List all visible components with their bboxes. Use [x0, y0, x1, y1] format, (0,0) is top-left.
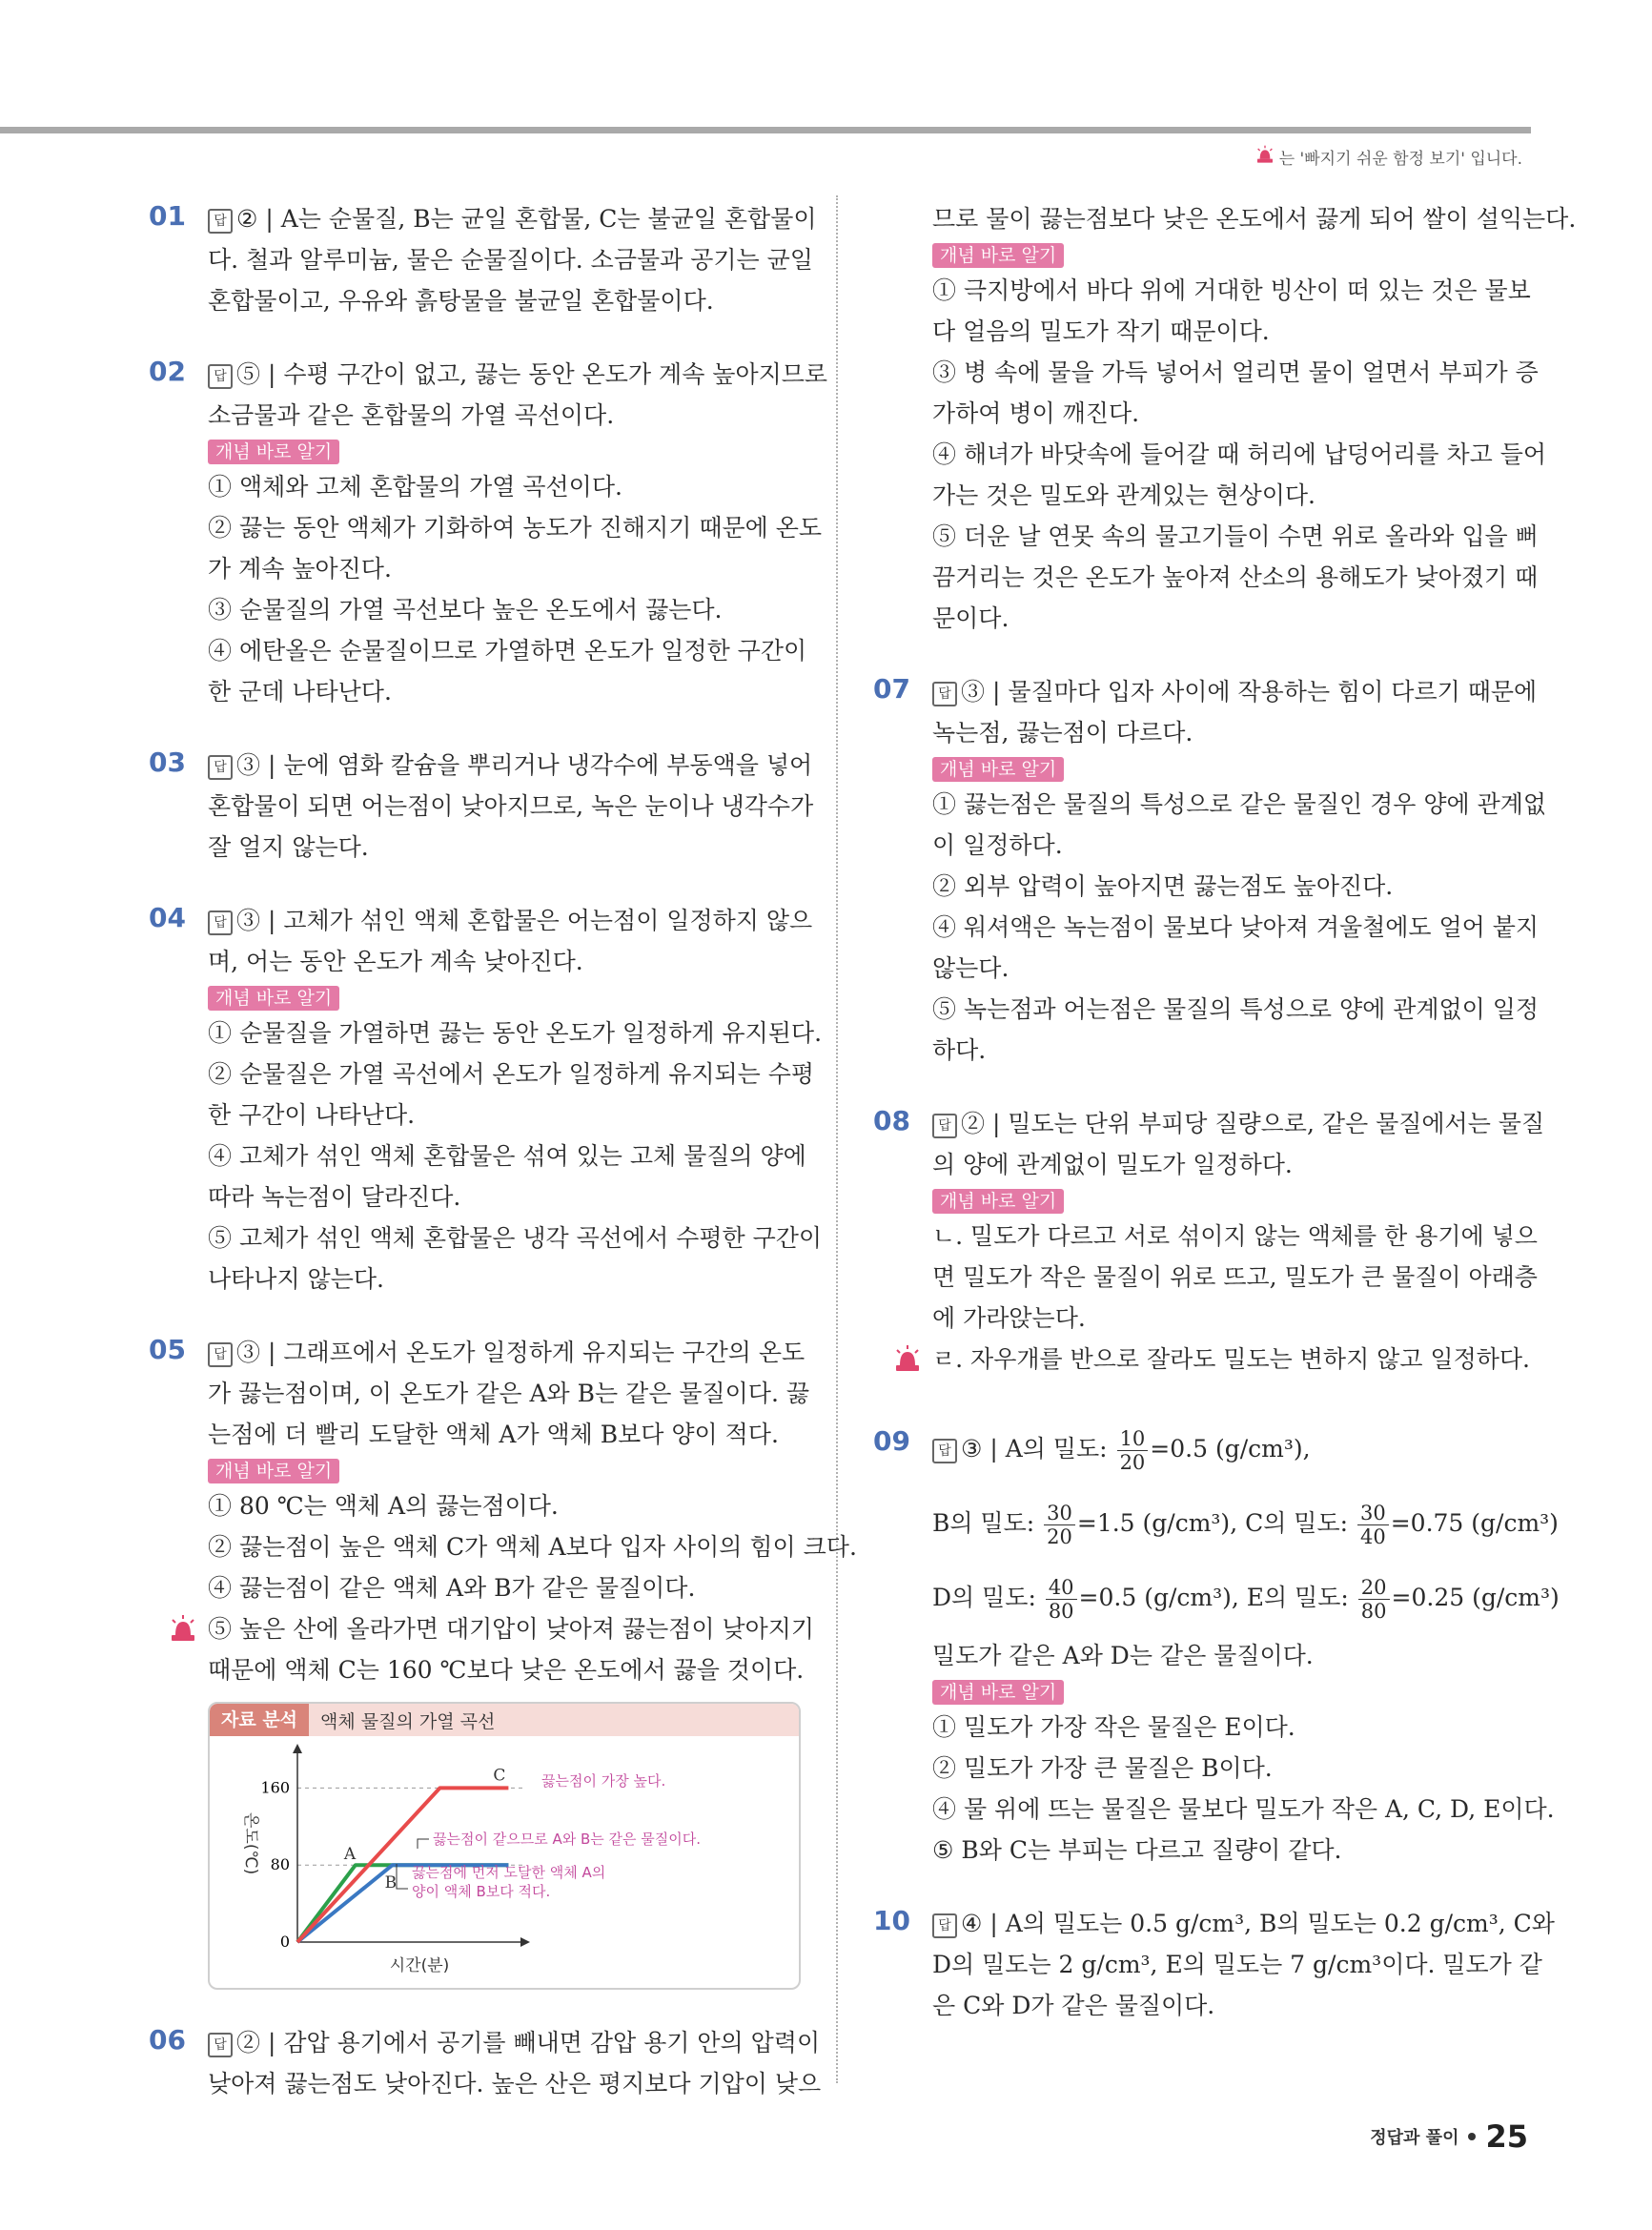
series-label-c: C: [493, 1766, 506, 1786]
concept-text: ④ 끓는점이 같은 액체 A와 B가 같은 물질이다.: [208, 1574, 696, 1602]
analysis-tag: 자료 분석: [210, 1704, 309, 1736]
left-column: [149, 198, 857, 2137]
question-number: 03: [149, 747, 186, 778]
annotation-b-line1: 끓는점에 먼저 도달한 액체 A의: [412, 1864, 606, 1881]
denominator: 80: [1048, 1600, 1074, 1623]
concept-badge: 개념 바로 알기: [208, 440, 339, 464]
answer-text: ③ | 눈에 염화 칼슘을 뿌리거나 냉각수에 부동액을 넣어: [236, 751, 813, 779]
answer-text: ③ | 그래프에서 온도가 일정하게 유지되는 구간의 온도: [236, 1339, 806, 1366]
y-tick-label: 80: [270, 1855, 290, 1874]
answer-text: 는점에 더 빨리 도달한 액체 A가 액체 B보다 양이 적다.: [208, 1421, 779, 1448]
column-divider: [836, 195, 838, 2083]
annotation-c: 끓는점이 가장 높다.: [541, 1772, 666, 1790]
x-axis-arrow: [520, 1937, 530, 1947]
answer-mark-icon: 답: [932, 682, 957, 706]
fraction: [1044, 1502, 1075, 1548]
question-number: 02: [149, 356, 186, 387]
concept-text: ② 순물질은 가열 곡선에서 온도가 일정하게 유지되는 수평: [208, 1060, 815, 1088]
annotation-b-pointer: [397, 1864, 408, 1889]
equation-text: =0.75 (g/cm³): [1390, 1509, 1559, 1537]
denominator: 80: [1360, 1600, 1387, 1623]
annotation-ab-pointer: [418, 1839, 429, 1849]
concept-text: 가하여 병이 깨진다.: [932, 399, 1140, 427]
trap-text: ㄹ. 자우개를 반으로 잘라도 밀도는 변하지 않고 일정하다.: [932, 1345, 1530, 1373]
equation-text: =0.5 (g/cm³), E의 밀도:: [1078, 1584, 1356, 1611]
answer-text: 혼합물이 되면 어는점이 낮아지므로, 녹은 눈이나 냉각수가: [208, 792, 814, 820]
answer-text: ② | 밀도는 단위 부피당 질량으로, 같은 물질에서는 물질: [961, 1110, 1545, 1137]
y-tick-label: 0: [279, 1933, 290, 1951]
concept-badge: 개념 바로 알기: [932, 757, 1064, 782]
fraction: [1358, 1576, 1390, 1623]
equation-text: =0.25 (g/cm³): [1391, 1584, 1560, 1611]
answer-text: 다. 철과 알루미늄, 물은 순물질이다. 소금물과 공기는 균일: [208, 246, 813, 274]
concept-text: ③ 병 속에 물을 가득 넣어서 얼리면 물이 얼면서 부피가 증: [932, 358, 1539, 386]
numerator: 10: [1117, 1427, 1149, 1451]
concept-text: ④ 워셔액은 녹는점이 물보다 낮아져 겨울철에도 얼어 붙지: [932, 913, 1540, 941]
answer-text: D의 밀도는 2 g/cm³, E의 밀도는 7 g/cm³이다. 밀도가 같: [932, 1951, 1542, 1978]
trap-text: ⑤ 높은 산에 올라가면 대기압이 낮아져 끓는점이 낮아지기: [208, 1615, 815, 1643]
answer-text: 녹는점, 끓는점이 다르다.: [932, 719, 1193, 747]
question-05: [149, 1332, 857, 1990]
concept-text: 가는 것은 밀도와 관계있는 현상이다.: [932, 481, 1315, 509]
denominator: 40: [1359, 1525, 1386, 1548]
alarm-icon: [892, 1344, 923, 1373]
question-04: [149, 900, 823, 1299]
answer-text: ③ | 고체가 섞인 액체 혼합물은 어는점이 일정하지 않으: [236, 907, 813, 934]
question-08: [873, 1103, 1545, 1380]
concept-text: 하다.: [932, 1036, 987, 1064]
page-footer: [1370, 2118, 1528, 2155]
y-tick-label: 160: [260, 1778, 290, 1797]
concept-text: 따라 녹는점이 달라진다.: [208, 1183, 461, 1211]
analysis-box: [208, 1702, 801, 1990]
concept-text: ③ 순물질의 가열 곡선보다 높은 온도에서 끓는다.: [208, 596, 723, 624]
trap-legend-text: 는 '빠지기 쉬운 함정 보기' 입니다.: [1278, 150, 1522, 169]
fraction: [1117, 1427, 1149, 1474]
trap-legend: [1254, 145, 1522, 169]
answer-text: ② | 감압 용기에서 공기를 빼내면 감압 용기 안의 압력이: [236, 2029, 821, 2056]
answer-text: 잘 얼지 않는다.: [208, 833, 369, 861]
y-axis-arrow: [293, 1744, 302, 1753]
equation-text: =0.5 (g/cm³),: [1150, 1435, 1311, 1463]
numerator: 40: [1046, 1576, 1077, 1600]
answer-mark-icon: 답: [208, 1342, 233, 1367]
concept-text: ⑤ 더운 날 연못 속의 물고기들이 수면 위로 올라와 입을 뻐: [932, 522, 1539, 550]
question-number: 10: [873, 1905, 910, 1936]
answer-text: 밀도가 같은 A와 D는 같은 물질이다.: [932, 1642, 1314, 1669]
concept-text: ① 끓는점은 물질의 특성으로 같은 물질인 경우 양에 관계없: [932, 790, 1547, 818]
concept-text: ② 끓는 동안 액체가 기화하여 농도가 진해지기 때문에 온도: [208, 514, 823, 542]
answer-text: 혼합물이고, 우유와 흙탕물을 불균일 혼합물이다.: [208, 287, 714, 315]
denominator: 20: [1119, 1451, 1146, 1474]
concept-text: 다 얼음의 밀도가 작기 때문이다.: [932, 317, 1270, 345]
top-rule: [0, 127, 1531, 133]
concept-text: 이 일정하다.: [932, 831, 1063, 859]
concept-badge: 개념 바로 알기: [208, 986, 339, 1011]
concept-text: 문이다.: [932, 604, 1010, 632]
equation-text: ③ | A의 밀도:: [961, 1435, 1115, 1463]
page-number: 25: [1485, 2118, 1528, 2155]
answer-mark-icon: 답: [932, 1114, 957, 1138]
concept-badge: 개념 바로 알기: [932, 1189, 1064, 1214]
heating-curve-chart: [210, 1736, 799, 1986]
concept-text: ⑤ 고체가 섞인 액체 혼합물은 냉각 곡선에서 수평한 구간이: [208, 1224, 823, 1252]
numerator: 30: [1357, 1502, 1389, 1525]
concept-text: ① 순물질을 가열하면 끓는 동안 온도가 일정하게 유지된다.: [208, 1019, 823, 1047]
answer-text: ③ | 물질마다 입자 사이에 작용하는 힘이 다르기 때문에: [961, 678, 1538, 706]
concept-text: ① 극지방에서 바다 위에 거대한 빙산이 떠 있는 것은 물보: [932, 276, 1531, 304]
concept-text: ④ 해녀가 바닷속에 들어갈 때 허리에 납덩어리를 차고 들어: [932, 440, 1547, 468]
answer-text: ② | A는 순물질, B는 균일 혼합물, C는 불균일 혼합물이: [236, 205, 817, 233]
question-06: [149, 2022, 822, 2104]
concept-text: 나타나지 않는다.: [208, 1265, 384, 1293]
answer-text: 의 양에 관계없이 밀도가 일정하다.: [932, 1151, 1293, 1178]
series-label-a: A: [343, 1845, 357, 1865]
annotation-ab: 끓는점이 같으므로 A와 B는 같은 물질이다.: [433, 1831, 702, 1848]
concept-text: ① 80 ℃는 액체 A의 끓는점이다.: [208, 1492, 559, 1520]
answer-mark-icon: 답: [208, 209, 233, 234]
question-02: [149, 354, 828, 712]
question-06-continued: [875, 198, 1577, 639]
question-01: [149, 198, 817, 321]
right-column: [873, 198, 1577, 2058]
concept-text: ① 밀도가 가장 작은 물질은 E이다.: [932, 1713, 1295, 1741]
concept-text: 면 밀도가 작은 물질이 위로 뜨고, 밀도가 큰 물질이 아래층: [932, 1263, 1538, 1291]
answer-text: 은 C와 D가 같은 물질이다.: [932, 1992, 1215, 2019]
concept-text: ㄴ. 밀도가 다르고 서로 섞이지 않는 액체를 한 용기에 넣으: [932, 1222, 1538, 1250]
concept-text: ② 끓는점이 높은 액체 C가 액체 A보다 입자 사이의 힘이 크다.: [208, 1533, 857, 1561]
question-number: 05: [149, 1334, 186, 1365]
analysis-title: 액체 물질의 가열 곡선: [320, 1710, 496, 1732]
concept-text: ② 밀도가 가장 큰 물질은 B이다.: [932, 1754, 1273, 1782]
series-label-b: B: [384, 1873, 398, 1893]
concept-text: ⑤ 녹는점과 어는점은 물질의 특성으로 양에 관계없이 일정: [932, 995, 1540, 1023]
answer-mark-icon: 답: [932, 1439, 957, 1463]
answer-mark-icon: 답: [208, 2033, 233, 2057]
concept-text: 한 군데 나타난다.: [208, 678, 392, 706]
question-number: 04: [149, 902, 186, 933]
denominator: 20: [1047, 1525, 1072, 1548]
bullet-icon: [1468, 2133, 1476, 2140]
concept-text: ④ 고체가 섞인 액체 혼합물은 섞여 있는 고체 물질의 양에: [208, 1142, 806, 1170]
concept-badge: 개념 바로 알기: [932, 243, 1064, 268]
concept-badge: 개념 바로 알기: [932, 1680, 1064, 1705]
concept-text: ① 액체와 고체 혼합물의 가열 곡선이다.: [208, 473, 622, 501]
y-axis-label: 온도(℃): [241, 1812, 260, 1875]
question-number: 07: [873, 673, 910, 705]
answer-mark-icon: 답: [932, 1913, 957, 1938]
answer-text: 며, 어는 동안 온도가 계속 낮아진다.: [208, 948, 583, 975]
trap-text: 때문에 액체 C는 160 ℃보다 낮은 온도에서 끓을 것이다.: [208, 1656, 805, 1684]
x-axis-label: 시간(분): [389, 1956, 450, 1975]
concept-text: 않는다.: [932, 954, 1010, 982]
concept-text: 가 계속 높아진다.: [208, 555, 392, 583]
answer-text: ④ | A의 밀도는 0.5 g/cm³, B의 밀도는 0.2 g/cm³, C와: [961, 1910, 1555, 1937]
annotation-b-line2: 양이 액체 B보다 적다.: [412, 1883, 551, 1900]
question-07: [873, 671, 1547, 1071]
concept-text: 끔거리는 것은 온도가 높아져 산소의 용해도가 낮아졌기 때: [932, 563, 1539, 591]
answer-text: 므로 물이 끓는점보다 낮은 온도에서 끓게 되어 쌀이 설익는다.: [932, 205, 1577, 233]
question-09: [873, 1412, 1560, 1871]
alarm-icon: [1254, 145, 1275, 169]
concept-text: ⑤ B와 C는 부피는 다르고 질량이 같다.: [932, 1836, 1342, 1864]
question-number: 08: [873, 1105, 910, 1136]
alarm-icon: [168, 1614, 198, 1643]
numerator: 30: [1044, 1502, 1075, 1525]
question-number: 09: [873, 1425, 910, 1457]
concept-text: ② 외부 압력이 높아지면 끓는점도 높아진다.: [932, 872, 1394, 900]
answer-mark-icon: 답: [208, 910, 233, 935]
answer-text: 소금물과 같은 혼합물의 가열 곡선이다.: [208, 401, 615, 429]
answer-text: 가 끓는점이며, 이 온도가 같은 A와 B는 같은 물질이다. 끓: [208, 1380, 809, 1407]
answer-text: ⑤ | 수평 구간이 없고, 끓는 동안 온도가 계속 높아지므로: [236, 360, 828, 388]
fraction: [1046, 1576, 1077, 1623]
concept-text: 한 구간이 나타난다.: [208, 1101, 416, 1129]
equation-text: B의 밀도:: [932, 1509, 1043, 1537]
numerator: 20: [1358, 1576, 1390, 1600]
answer-mark-icon: 답: [208, 364, 233, 389]
concept-text: ④ 에탄올은 순물질이므로 가열하면 온도가 일정한 구간이: [208, 637, 807, 665]
concept-badge: 개념 바로 알기: [208, 1459, 339, 1483]
question-10: [873, 1903, 1555, 2026]
footer-title: 정답과 풀이: [1370, 2128, 1459, 2148]
answer-mark-icon: 답: [208, 755, 233, 780]
equation-text: D의 밀도:: [932, 1584, 1044, 1611]
fraction: [1357, 1502, 1389, 1548]
equation-text: =1.5 (g/cm³), C의 밀도:: [1076, 1509, 1356, 1537]
concept-text: 에 가라앉는다.: [932, 1304, 1086, 1332]
concept-text: ④ 물 위에 뜨는 물질은 물보다 밀도가 작은 A, C, D, E이다.: [932, 1795, 1555, 1823]
question-number: 06: [149, 2024, 186, 2056]
answer-text: 낮아져 끓는점도 낮아진다. 높은 산은 평지보다 기압이 낮으: [208, 2070, 822, 2097]
question-03: [149, 745, 814, 868]
question-number: 01: [149, 200, 186, 232]
